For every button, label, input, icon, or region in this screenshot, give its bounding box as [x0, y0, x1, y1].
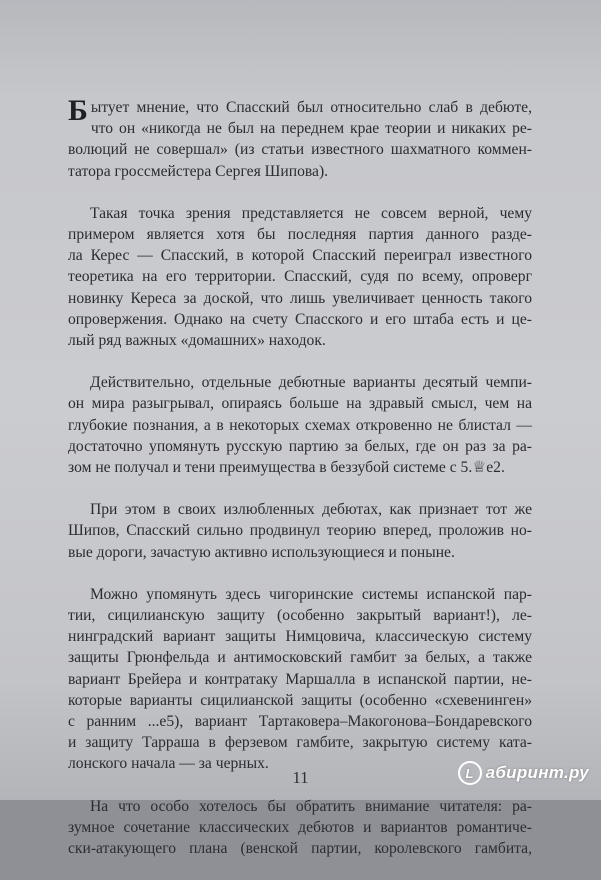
text-line: теоретика на его территории. Спасский, судя по всему, опроверг — [68, 268, 532, 286]
text-line: что он «никогда не был на переднем крае теории и никаких ре- — [90, 120, 532, 138]
text-line: с ранним ...e5), вариант Тартаковера–Макогонова–Бондаревского — [68, 713, 532, 731]
text-line: ытует мнение, что Спасский был относительно слаб в дебюте, — [90, 99, 532, 116]
text-line: вариант Брейера и контратаку Маршалла в испанской партии, не- — [68, 670, 532, 688]
text-line: и защиту Тарраша в ферзевом гамбите, закрытую систему ката- — [68, 734, 532, 752]
page-number: 11 — [292, 768, 309, 787]
text-line: лонского начала — за черных. — [68, 755, 269, 773]
text-line: вые дороги, зачастую активно использующиеся и поныне. — [68, 543, 455, 561]
text-line: ла Керес — Спасский, в которой Спасский переиграл известного — [68, 247, 532, 265]
paragraph-1 — [68, 94, 532, 182]
text-line: достаточно упомянуть русскую партию за белых, где он раз за ра- — [68, 437, 532, 455]
text-line: Такая точка зрения представляется не совсем верной, чему — [90, 204, 532, 222]
text-line: опровержения. Однако на счету Спасского и его штаба есть и це- — [68, 310, 532, 328]
text-line: ски-атакующего плана (венской партии, королевского гамбита, — [68, 840, 532, 858]
text-line: примером является хотя бы последняя партия данного разде- — [68, 226, 532, 244]
paragraph-5 — [68, 584, 532, 775]
text-line: Можно упомянуть здесь чигоринские системы испанской пар- — [90, 585, 532, 603]
text-line: тии, сицилианскую защиту (особенно закрытый вариант!), ле- — [68, 607, 532, 625]
text-line: Действительно, отдельные дебютные варианты десятый чемпи- — [90, 374, 532, 392]
text-line: он мира разыгрывал, опираясь больше на здравый смысл, чем на — [68, 395, 532, 413]
watermark — [458, 761, 589, 785]
text-line: лый ряд важных «домашних» находок. — [68, 332, 326, 350]
bleed-through-text — [119, 0, 542, 71]
text-line: На что особо хотелось бы обратить внимание читателя: ра- — [90, 797, 532, 815]
text-line: зумное сочетание классических дебютов и вариантов романтиче- — [68, 818, 532, 836]
paragraph-6 — [68, 796, 532, 860]
labirint-logo-icon: L — [458, 761, 482, 785]
text-line: волюций не совершал» (из статьи известного шахматного коммен- — [68, 141, 532, 159]
text-line: глубокие познания, а в некоторых схемах откровенно не блистал — — [68, 416, 532, 434]
paragraph-3 — [68, 372, 532, 478]
drop-cap: Б — [68, 94, 88, 127]
text-line: новинку Кереса за доской, что лишь увеличивает ценность такого — [68, 289, 532, 307]
watermark-text: абиринт.ру — [485, 763, 589, 782]
text-line: зом не получал и тени преимущества в беззубой системе с 5.♕e2. — [68, 459, 505, 477]
text-line: которые варианты сицилианской защиты (особенно «схевенинген» — [68, 691, 532, 709]
text-line: При этом в своих излюбленных дебютах, как признает тот же — [90, 501, 532, 519]
text-line: татора гроссмейстера Сергея Шипова). — [68, 162, 329, 180]
text-line: Шипов, Спасский сильно продвинул теорию вперед, проложив но- — [68, 522, 532, 540]
paragraph-4 — [68, 499, 532, 563]
text-line: нинградский вариант защиты Нимцовича, классическую систему — [68, 628, 532, 646]
text-line: защиты Грюнфельда и антимосковский гамбит за белых, а также — [68, 649, 532, 667]
paragraph-2 — [68, 203, 532, 351]
